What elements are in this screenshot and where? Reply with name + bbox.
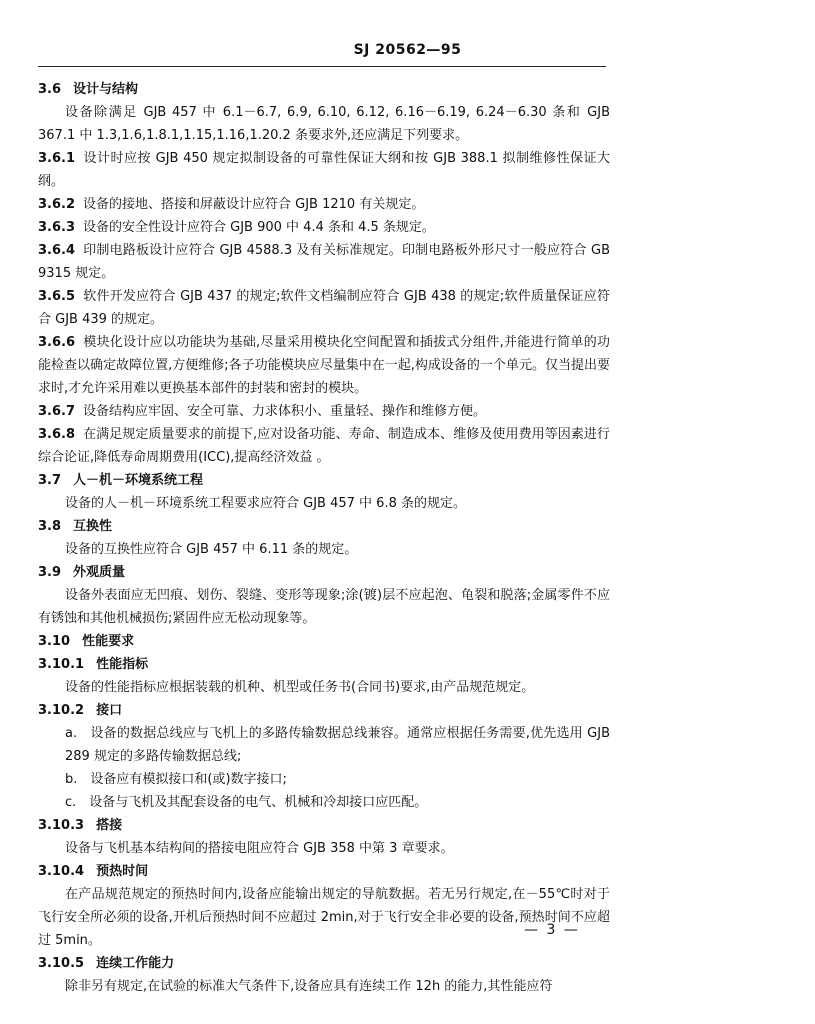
body-paragraph: 设备的互换性应符合 GJB 457 中 6.11 条的规定。 (65, 542, 358, 557)
clause-text: 接口 (96, 703, 123, 718)
clause-text: 性能指标 (96, 657, 149, 672)
body-paragraph: 在产品规范规定的预热时间内,设备应能输出规定的导航数据。若无另行规定,在－55℃时对于飞行安全所必须的设备,开机后预热时间不应超过 2min,对于飞行安全非必要的设备,预热时间不应超过 5min。 (38, 887, 610, 948)
clause-paragraph (38, 193, 610, 216)
body-paragraph: 设备与飞机基本结构间的搭接电阻应符合 GJB 358 中第 3 章要求。 (65, 841, 454, 856)
clause-number: 3.6.1 (38, 151, 76, 166)
clause-number: 3.6.2 (38, 197, 76, 212)
clause-text: 性能要求 (82, 634, 135, 649)
body-paragraph: 设备的性能指标应根据装载的机种、机型或任务书(合同书)要求,由产品规范规定。 (65, 680, 535, 695)
list-item: a. 设备的数据总线应与飞机上的多路传输数据总线兼容。通常应根据任务需要,优先选用 GJB 289 规定的多路传输数据总线; (65, 726, 610, 764)
clause-text: 连续工作能力 (96, 956, 175, 971)
clause-text: 互换性 (73, 519, 113, 534)
clause-number: 3.10.4 (38, 864, 85, 879)
clause-number: 3.6.7 (38, 404, 76, 419)
clause-text: 搭接 (96, 818, 123, 833)
section-heading (38, 952, 610, 975)
clause-paragraph (38, 239, 610, 285)
clause-paragraph (38, 423, 610, 469)
section-heading (38, 653, 610, 676)
clause-paragraph (38, 331, 610, 400)
document-number-header: SJ 20562—95 (353, 42, 462, 58)
section-heading (38, 561, 610, 584)
clause-number: 3.10.3 (38, 818, 85, 833)
section-heading (38, 814, 610, 837)
clause-number: 3.7 (38, 473, 62, 488)
clause-number: 3.10 (38, 634, 71, 649)
body-paragraph: 设备的人－机－环境系统工程要求应符合 GJB 457 中 6.8 条的规定。 (65, 496, 466, 511)
section-heading (38, 699, 610, 722)
clause-text: 设计与结构 (73, 82, 139, 97)
section-heading (38, 630, 610, 653)
clause-text: 在满足规定质量要求的前提下,应对设备功能、寿命、制造成本、维修及使用费用等因素进行综合论证,降低寿命周期费用(ICC),提高经济效益 。 (38, 427, 610, 465)
clause-text: 软件开发应符合 GJB 437 的规定;软件文档编制应符合 GJB 438 的规定;软件质量保证应符合 GJB 439 的规定。 (38, 289, 610, 327)
body-paragraph: 设备外表面应无凹痕、划伤、裂缝、变形等现象;涂(镀)层不应起泡、龟裂和脱落;金属零件不应有锈蚀和其他机械损伤;紧固件应无松动现象等。 (38, 588, 610, 626)
document-body (38, 78, 610, 998)
clause-text: 模块化设计应以功能块为基础,尽量采用模块化空间配置和插拔式分组件,并能进行简单的功能检查以确定故障位置,方便维修;各子功能模块应尽量集中在一起,构成设备的一个单元。仅当提出要求时,才允许采用难以更换基本部件的封装和密封的模块。 (38, 335, 610, 396)
clause-text: 设计时应按 GJB 450 规定拟制设备的可靠性保证大纲和按 GJB 388.1 拟制维修性保证大纲。 (38, 151, 610, 189)
clause-paragraph (38, 400, 610, 423)
clause-text: 人－机－环境系统工程 (73, 473, 204, 488)
body-paragraph: 除非另有规定,在试验的标准大气条件下,设备应具有连续工作 12h 的能力,其性能应符 (65, 979, 553, 994)
clause-number: 3.6.5 (38, 289, 76, 304)
clause-number: 3.10.2 (38, 703, 85, 718)
clause-text: 印制电路板设计应符合 GJB 4588.3 及有关标准规定。印制电路板外形尺寸一般应符合 GB 9315 规定。 (38, 243, 610, 281)
clause-number: 3.10.1 (38, 657, 85, 672)
clause-number: 3.10.5 (38, 956, 85, 971)
page-number: — 3 — (524, 922, 580, 938)
clause-paragraph (38, 285, 610, 331)
clause-text: 外观质量 (73, 565, 126, 580)
clause-number: 3.6.3 (38, 220, 76, 235)
clause-paragraph (38, 147, 610, 193)
clause-number: 3.6 (38, 82, 62, 97)
body-paragraph: 设备除满足 GJB 457 中 6.1－6.7, 6.9, 6.10, 6.12, 6.16－6.19, 6.24－6.30 条和 GJB 367.1 中 1.3,1.6,1.8.1,1.15,1.16,1.20.2 条要求外,还应满足下列要求。 (38, 105, 610, 143)
section-heading (38, 860, 610, 883)
clause-text: 预热时间 (96, 864, 149, 879)
section-heading (38, 78, 610, 101)
section-heading (38, 515, 610, 538)
clause-text: 设备的安全性设计应符合 GJB 900 中 4.4 条和 4.5 条规定。 (83, 220, 435, 235)
list-item: b. 设备应有模拟接口和(或)数字接口; (65, 772, 287, 787)
clause-text: 设备的接地、搭接和屏蔽设计应符合 GJB 1210 有关规定。 (83, 197, 425, 212)
clause-number: 3.6.8 (38, 427, 76, 442)
clause-paragraph (38, 216, 610, 239)
section-heading (38, 469, 610, 492)
list-item: c. 设备与飞机及其配套设备的电气、机械和冷却接口应匹配。 (65, 795, 428, 810)
clause-number: 3.6.4 (38, 243, 76, 258)
clause-text: 设备结构应牢固、安全可靠、力求体积小、重量轻、操作和维修方便。 (83, 404, 487, 419)
clause-number: 3.9 (38, 565, 62, 580)
header-rule (38, 66, 606, 67)
clause-number: 3.8 (38, 519, 62, 534)
clause-number: 3.6.6 (38, 335, 76, 350)
